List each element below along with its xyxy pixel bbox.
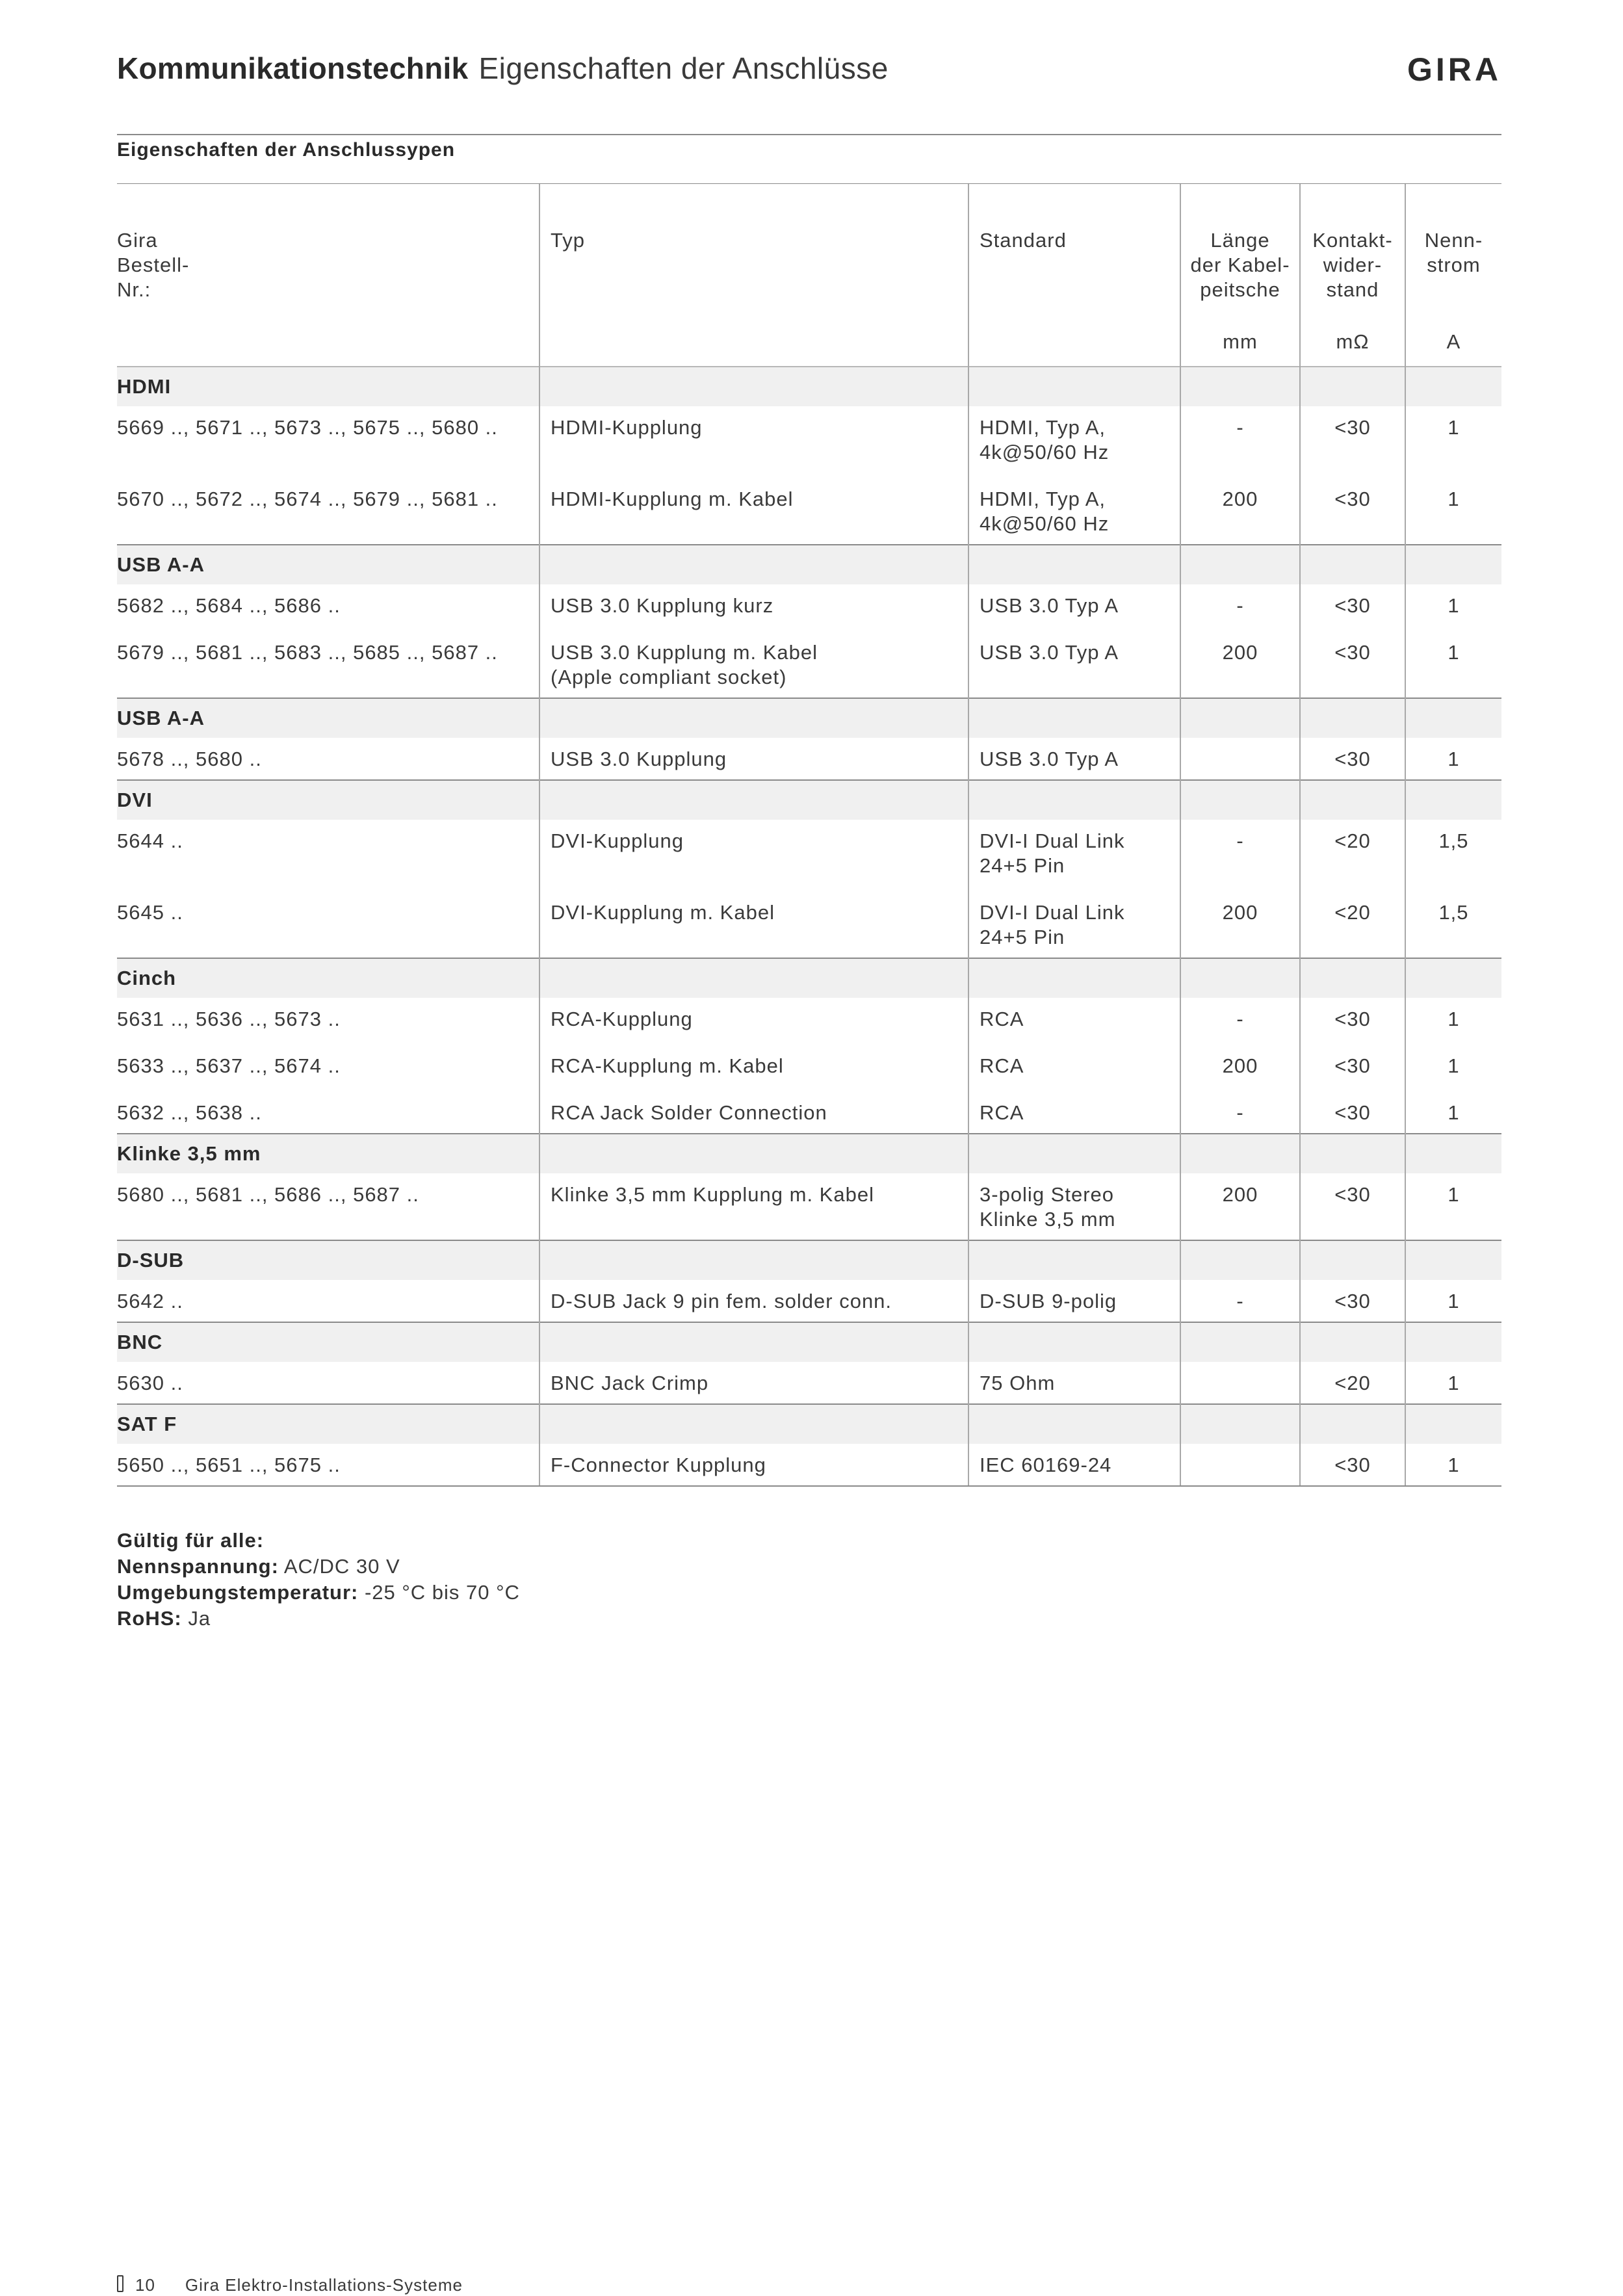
type-cell: BNC Jack Crimp: [539, 1362, 968, 1404]
group-row: [117, 1134, 1501, 1173]
rated-current-cell: 1,5: [1405, 891, 1501, 958]
type-cell: RCA-Kupplung: [539, 998, 968, 1045]
table-row: [117, 1362, 1501, 1404]
order-number-cell: 5645 ..: [117, 901, 183, 924]
rated-current-cell: 1: [1405, 406, 1501, 478]
order-number-cell: 5680 .., 5681 .., 5686 .., 5687 ..: [117, 1183, 419, 1206]
info-icon: [117, 2275, 123, 2292]
order-number-cell: 5633 .., 5637 .., 5674 ..: [117, 1054, 341, 1077]
table-row: [117, 631, 1501, 698]
standard-cell: HDMI, Typ A, 4k@50/60 Hz: [968, 478, 1180, 545]
order-number-cell: 5631 .., 5636 .., 5673 ..: [117, 1008, 341, 1030]
contact-resistance-cell: <30: [1300, 1280, 1405, 1322]
standard-cell: RCA: [968, 1045, 1180, 1091]
note-line: Umgebungstemperatur: -25 °C bis 70 °C: [117, 1581, 520, 1604]
table-row: [117, 820, 1501, 891]
group-name: BNC: [117, 1322, 539, 1362]
page-header: [117, 51, 1501, 96]
group-name: Cinch: [117, 958, 539, 998]
type-cell: HDMI-Kupplung: [539, 406, 968, 478]
cable-length-cell: -: [1180, 1091, 1300, 1134]
header-divider: [117, 134, 1501, 135]
standard-cell: USB 3.0 Typ A: [968, 738, 1180, 780]
cable-length-cell: -: [1180, 820, 1300, 891]
table-header-row: [117, 184, 1501, 327]
column-header-rated-current: Nenn- strom: [1405, 184, 1501, 327]
standard-cell: DVI-I Dual Link 24+5 Pin: [968, 820, 1180, 891]
group-name: HDMI: [117, 367, 539, 406]
page-footer: [117, 2275, 463, 2295]
order-number-cell: 5650 .., 5651 .., 5675 ..: [117, 1444, 539, 1486]
column-header-contact-resistance: Kontakt- wider- stand: [1300, 184, 1405, 327]
page-title: Kommunikationstechnik: [117, 51, 469, 85]
order-number-cell: 5632 .., 5638 ..: [117, 1101, 262, 1124]
type-cell: D-SUB Jack 9 pin fem. solder conn.: [539, 1280, 968, 1322]
standard-cell: HDMI, Typ A, 4k@50/60 Hz: [968, 406, 1180, 478]
order-number-cell: 5642 ..: [117, 1290, 183, 1312]
contact-resistance-cell: <30: [1300, 1173, 1405, 1240]
rated-current-cell: 1: [1405, 1045, 1501, 1091]
cable-length-cell: 200: [1180, 1045, 1300, 1091]
type-cell: USB 3.0 Kupplung kurz: [539, 584, 968, 631]
group-row: [117, 1322, 1501, 1362]
cable-length-cell: 200: [1180, 631, 1300, 698]
page-number: 10: [135, 2275, 155, 2295]
contact-resistance-cell: <30: [1300, 1091, 1405, 1134]
cable-length-cell: -: [1180, 406, 1300, 478]
standard-cell: DVI-I Dual Link 24+5 Pin: [968, 891, 1180, 958]
standard-cell: USB 3.0 Typ A: [968, 584, 1180, 631]
type-cell: F-Connector Kupplung: [539, 1444, 968, 1486]
order-number-cell: 5679 .., 5681 .., 5683 .., 5685 .., 5687 ..: [117, 641, 498, 664]
table-row: [117, 891, 1501, 958]
rated-current-cell: 1,5: [1405, 820, 1501, 891]
standard-cell: 3-polig Stereo Klinke 3,5 mm: [968, 1173, 1180, 1240]
group-name: SAT F: [117, 1404, 539, 1444]
contact-resistance-cell: <20: [1300, 1362, 1405, 1404]
unit-cable-length: mm: [1180, 327, 1300, 367]
group-row: [117, 958, 1501, 998]
validity-notes: [117, 1528, 520, 1632]
standard-cell: RCA: [968, 1091, 1180, 1134]
group-name: DVI: [117, 780, 539, 820]
unit-contact-resistance: mΩ: [1300, 327, 1405, 367]
brand-logo: GIRA: [1407, 51, 1501, 88]
note-line: RoHS: Ja: [117, 1607, 211, 1630]
connector-properties-table: [117, 184, 1501, 1487]
contact-resistance-cell: <30: [1300, 478, 1405, 545]
rated-current-cell: 1: [1405, 738, 1501, 780]
group-name: Klinke 3,5 mm: [117, 1134, 539, 1173]
cable-length-cell: [1180, 1444, 1300, 1486]
contact-resistance-cell: <30: [1300, 1444, 1405, 1486]
cable-length-cell: 200: [1180, 1173, 1300, 1240]
document-page: [117, 0, 1501, 2296]
cable-length-cell: 200: [1180, 891, 1300, 958]
type-cell: USB 3.0 Kupplung: [539, 738, 968, 780]
table-row: [117, 1091, 1501, 1134]
contact-resistance-cell: <30: [1300, 1045, 1405, 1091]
rated-current-cell: 1: [1405, 631, 1501, 698]
table-row: [117, 998, 1501, 1045]
column-header-cable-length: Länge der Kabel- peitsche: [1180, 184, 1300, 327]
section-title: Eigenschaften der Anschlussypen: [117, 139, 456, 161]
group-row: [117, 545, 1501, 584]
table-units-row: [117, 327, 1501, 367]
table-row: [117, 584, 1501, 631]
contact-resistance-cell: <30: [1300, 631, 1405, 698]
rated-current-cell: 1: [1405, 478, 1501, 545]
order-number-cell: 5630 ..: [117, 1372, 183, 1394]
table-row: [117, 1045, 1501, 1091]
contact-resistance-cell: <30: [1300, 738, 1405, 780]
group-row: [117, 1404, 1501, 1444]
table-row: [117, 738, 1501, 780]
contact-resistance-cell: <30: [1300, 584, 1405, 631]
rated-current-cell: 1: [1405, 1280, 1501, 1322]
type-cell: RCA Jack Solder Connection: [539, 1091, 968, 1134]
type-cell: DVI-Kupplung: [539, 820, 968, 891]
standard-cell: USB 3.0 Typ A: [968, 631, 1180, 698]
group-name: D-SUB: [117, 1240, 539, 1280]
group-row: [117, 367, 1501, 406]
order-number-cell: 5682 .., 5684 .., 5686 ..: [117, 594, 341, 617]
cable-length-cell: -: [1180, 1280, 1300, 1322]
contact-resistance-cell: <30: [1300, 406, 1405, 478]
column-header-order-number: Gira Bestell- Nr.:: [117, 229, 190, 301]
cable-length-cell: [1180, 1362, 1300, 1404]
column-header-standard: Standard: [968, 184, 1180, 327]
table-row: [117, 1444, 1501, 1486]
contact-resistance-cell: <20: [1300, 891, 1405, 958]
group-name: USB A-A: [117, 698, 539, 738]
rated-current-cell: 1: [1405, 1362, 1501, 1404]
type-cell: Klinke 3,5 mm Kupplung m. Kabel: [539, 1173, 968, 1240]
rated-current-cell: 1: [1405, 1091, 1501, 1134]
contact-resistance-cell: <30: [1300, 998, 1405, 1045]
unit-rated-current: A: [1405, 327, 1501, 367]
table-row: [117, 1173, 1501, 1240]
type-cell: RCA-Kupplung m. Kabel: [539, 1045, 968, 1091]
table-row: [117, 1280, 1501, 1322]
table-row: [117, 406, 1501, 478]
cable-length-cell: [1180, 738, 1300, 780]
standard-cell: 75 Ohm: [968, 1362, 1180, 1404]
type-cell: DVI-Kupplung m. Kabel: [539, 891, 968, 958]
order-number-cell: 5678 .., 5680 ..: [117, 748, 262, 770]
group-name: USB A-A: [117, 545, 539, 584]
cable-length-cell: 200: [1180, 478, 1300, 545]
standard-cell: RCA: [968, 998, 1180, 1045]
rated-current-cell: 1: [1405, 1173, 1501, 1240]
page-subtitle: Eigenschaften der Anschlüsse: [478, 51, 889, 85]
column-header-type: Typ: [539, 184, 968, 327]
rated-current-cell: 1: [1405, 584, 1501, 631]
cable-length-cell: -: [1180, 584, 1300, 631]
standard-cell: D-SUB 9-polig: [968, 1280, 1180, 1322]
notes-heading: Gültig für alle:: [117, 1529, 265, 1552]
cable-length-cell: -: [1180, 998, 1300, 1045]
footer-text: Gira Elektro-Installations-Systeme: [185, 2275, 463, 2295]
order-number-cell: 5670 .., 5672 .., 5674 .., 5679 .., 5681 ..: [117, 488, 498, 510]
contact-resistance-cell: <20: [1300, 820, 1405, 891]
type-cell: USB 3.0 Kupplung m. Kabel (Apple compliant socket): [539, 631, 968, 698]
table-body: [117, 367, 1501, 1486]
group-row: [117, 1240, 1501, 1280]
note-line: Nennspannung: AC/DC 30 V: [117, 1555, 400, 1578]
order-number-cell: 5644 ..: [117, 829, 183, 852]
type-cell: HDMI-Kupplung m. Kabel: [539, 478, 968, 545]
rated-current-cell: 1: [1405, 1444, 1501, 1486]
order-number-cell: 5669 .., 5671 .., 5673 .., 5675 .., 5680 ..: [117, 416, 498, 439]
standard-cell: IEC 60169-24: [968, 1444, 1180, 1486]
table-row: [117, 478, 1501, 545]
group-row: [117, 698, 1501, 738]
group-row: [117, 780, 1501, 820]
rated-current-cell: 1: [1405, 998, 1501, 1045]
